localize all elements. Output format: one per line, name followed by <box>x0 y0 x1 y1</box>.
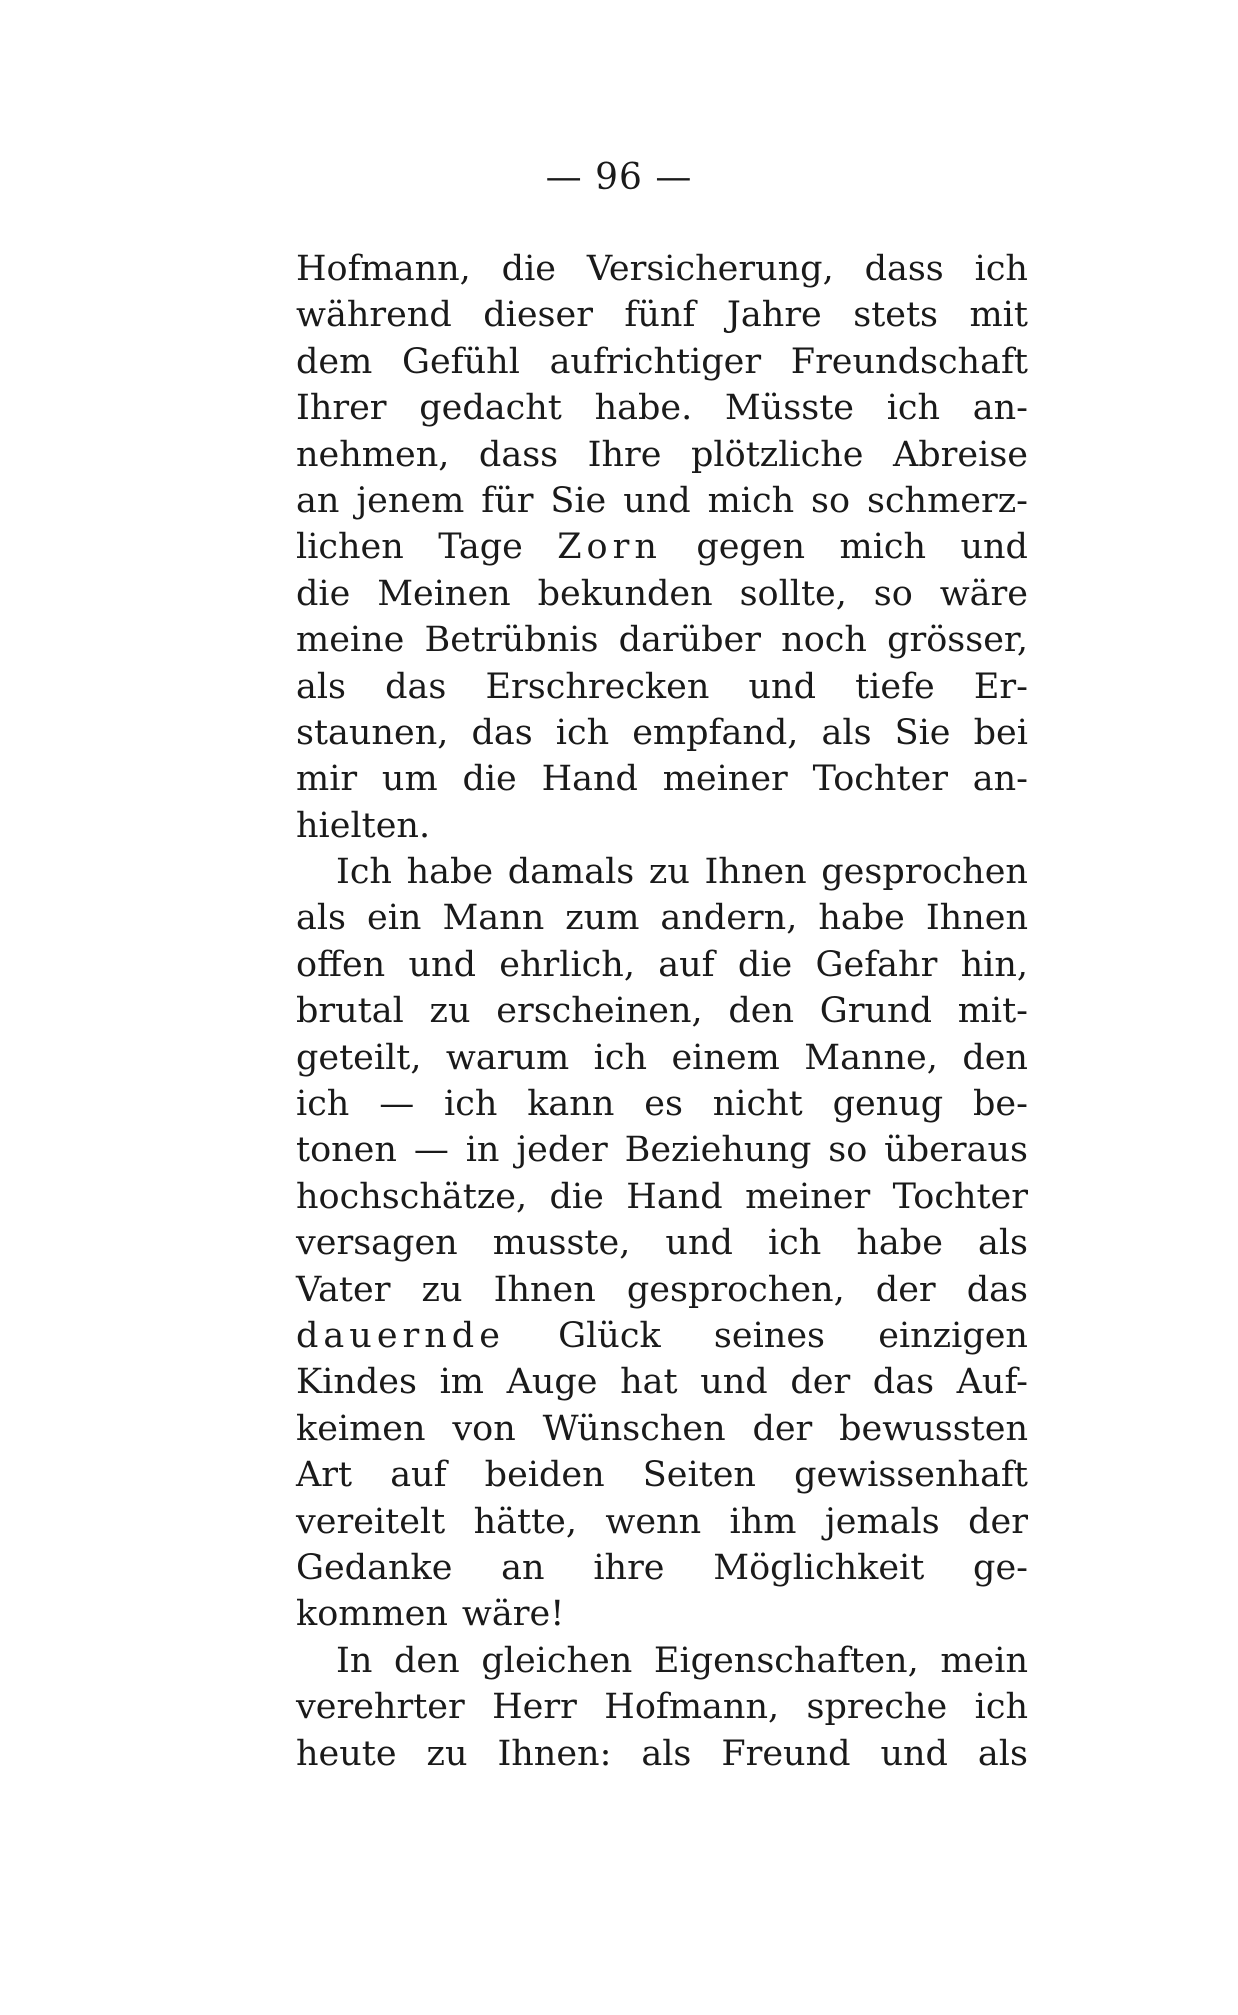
word: den <box>962 1037 1028 1078</box>
word: erscheinen, <box>496 991 703 1032</box>
word: habe. <box>594 388 693 429</box>
word: andern, <box>660 898 798 939</box>
word: meiner <box>745 1176 871 1217</box>
word: seines <box>713 1315 825 1356</box>
word: dass <box>864 249 944 289</box>
word: einem <box>671 1037 780 1078</box>
text-line <box>296 988 1028 1034</box>
word: von <box>452 1408 516 1449</box>
word: Betrübnis <box>424 620 599 661</box>
word: mein <box>940 1640 1028 1681</box>
word: jeder <box>516 1130 608 1171</box>
word: jemals <box>824 1501 940 1542</box>
word: genug <box>832 1084 944 1125</box>
text-line <box>296 385 1028 431</box>
word: Hand <box>626 1176 723 1217</box>
word: als <box>977 1733 1028 1774</box>
text-line <box>296 1684 1028 1730</box>
word: ich <box>444 1084 498 1125</box>
word: Ihnen <box>704 852 807 893</box>
word: ge- <box>973 1547 1028 1588</box>
word: hielten. <box>296 805 431 846</box>
text-line <box>296 710 1028 756</box>
word: mit- <box>957 991 1028 1032</box>
text-line <box>296 246 1028 292</box>
word: das <box>385 666 447 707</box>
word: Auge <box>506 1362 598 1403</box>
word: ich <box>886 388 941 429</box>
word: spreche <box>806 1687 948 1728</box>
text-line <box>296 1545 1028 1591</box>
word: Ihnen <box>493 1269 596 1310</box>
text-line <box>296 1731 1028 1777</box>
text-line <box>296 664 1028 710</box>
word: mich <box>707 480 795 521</box>
text-line <box>296 292 1028 338</box>
word: grösser, <box>887 620 1028 661</box>
word: fünf <box>624 295 696 336</box>
word: — <box>413 1130 449 1171</box>
word: wäre! <box>461 1594 565 1635</box>
word: dauernde <box>296 1315 505 1356</box>
word: so <box>828 1130 868 1171</box>
word: ehrlich, <box>499 944 635 985</box>
word: und <box>623 480 691 521</box>
word: brutal <box>296 991 404 1032</box>
word: zu <box>426 1733 468 1774</box>
word: zu <box>421 1269 463 1310</box>
word: hochschätze, <box>296 1176 528 1217</box>
word: und <box>408 944 476 985</box>
word: der <box>752 1408 813 1449</box>
word: gleichen <box>481 1640 633 1681</box>
word: nicht <box>712 1084 803 1125</box>
word: noch <box>781 620 867 661</box>
word: als <box>296 666 347 707</box>
text-line <box>296 571 1028 617</box>
word: Vater <box>296 1269 391 1310</box>
word: um <box>381 759 438 800</box>
word: sollte, <box>739 573 847 614</box>
word: Ihre <box>587 434 662 475</box>
word: auf <box>390 1455 447 1496</box>
word: habe <box>856 1223 943 1264</box>
word: der <box>968 1501 1028 1542</box>
word: Hofmann, <box>604 1687 780 1728</box>
word: tiefe <box>855 666 935 707</box>
text-line <box>296 1174 1028 1220</box>
text-line <box>296 1220 1028 1266</box>
word: ich <box>767 1223 822 1264</box>
text-line <box>296 1591 1028 1637</box>
word: die <box>296 573 351 614</box>
word: Jahre <box>726 295 822 336</box>
word: ihm <box>729 1501 797 1542</box>
text-line <box>296 524 1028 570</box>
word: Erschrecken <box>485 666 710 707</box>
word: so <box>873 573 913 614</box>
word: zu <box>429 991 471 1032</box>
word: ein <box>367 898 422 939</box>
word: dass <box>478 434 559 475</box>
word: und <box>700 1362 768 1403</box>
word: an- <box>972 759 1028 800</box>
word: gegen <box>696 527 806 568</box>
word: und <box>880 1733 948 1774</box>
word: ich <box>974 1687 1028 1728</box>
word: warum <box>445 1037 570 1078</box>
word: Manne, <box>804 1037 938 1078</box>
word: beiden <box>484 1455 605 1496</box>
word: einzigen <box>878 1315 1028 1356</box>
word: während <box>296 295 452 336</box>
text-line <box>296 1406 1028 1452</box>
word: habe <box>818 898 905 939</box>
word: so <box>811 480 851 521</box>
word: gedacht <box>419 388 562 429</box>
word: Sie <box>894 712 951 753</box>
word: mir <box>296 759 358 800</box>
word: Gefühl <box>401 341 520 382</box>
word: Abreise <box>893 434 1028 475</box>
word: ich <box>593 1037 647 1078</box>
word: zu <box>648 852 690 893</box>
word: plötzliche <box>691 434 864 475</box>
word: Er- <box>973 666 1028 707</box>
word: als <box>977 1223 1028 1264</box>
text-line <box>296 1499 1028 1545</box>
word: die <box>501 249 556 289</box>
text-line <box>296 1313 1028 1359</box>
word: Eigenschaften, <box>653 1640 919 1681</box>
word: musste, <box>492 1223 631 1264</box>
word: hin, <box>960 944 1028 985</box>
word: jenem <box>356 480 465 521</box>
word: bei <box>973 712 1028 753</box>
word: damals <box>507 852 635 893</box>
word: an- <box>972 388 1028 429</box>
word: das <box>471 712 533 753</box>
word: nehmen, <box>296 434 450 475</box>
word: tonen <box>296 1130 397 1171</box>
text-line <box>296 1359 1028 1405</box>
text-line <box>296 339 1028 385</box>
word: für <box>481 480 534 521</box>
word: Tage <box>438 527 523 568</box>
word: die <box>737 944 793 985</box>
word: aufrichtiger <box>549 341 762 382</box>
text-line <box>296 617 1028 663</box>
word: Hand <box>541 759 638 800</box>
word: Tochter <box>892 1176 1028 1217</box>
word: das <box>872 1362 935 1403</box>
word: den <box>728 991 795 1032</box>
word: dieser <box>483 295 593 336</box>
word: dem <box>296 341 373 382</box>
word: überaus <box>884 1130 1028 1171</box>
word: ich <box>974 249 1028 289</box>
word: darüber <box>618 620 761 661</box>
word: ich <box>296 1084 350 1125</box>
word: zum <box>565 898 640 939</box>
word: wäre <box>939 573 1028 614</box>
text-line <box>296 849 1028 895</box>
word: be- <box>973 1084 1028 1125</box>
body-text <box>296 246 1028 1777</box>
word: Auf- <box>956 1362 1028 1403</box>
word: auf <box>658 944 715 985</box>
word: gewissenhaft <box>794 1455 1028 1496</box>
word: kommen <box>296 1594 448 1635</box>
word: Grund <box>819 991 932 1032</box>
word: Zorn <box>557 527 662 568</box>
word: ihre <box>593 1547 665 1588</box>
word: In <box>336 1640 373 1681</box>
word: offen <box>296 944 386 985</box>
text-line <box>296 756 1028 802</box>
word: mich <box>839 527 927 568</box>
word: das <box>966 1269 1028 1310</box>
word: kann <box>527 1084 615 1125</box>
word: Gefahr <box>815 944 938 985</box>
word: und <box>960 527 1028 568</box>
text-line <box>296 1267 1028 1313</box>
word: stets <box>853 295 939 336</box>
word: Seiten <box>642 1455 756 1496</box>
word: Ihnen: <box>497 1733 612 1774</box>
word: und <box>665 1223 733 1264</box>
text-line <box>296 1127 1028 1173</box>
word: Art <box>296 1455 353 1496</box>
word: Ihnen <box>925 898 1028 939</box>
word: geteilt, <box>296 1037 422 1078</box>
word: im <box>439 1362 484 1403</box>
text-line <box>296 1081 1028 1127</box>
word: empfand, <box>632 712 799 753</box>
word: ich <box>555 712 610 753</box>
text-line <box>296 942 1028 988</box>
word: staunen, <box>296 712 449 753</box>
word: meine <box>296 620 405 661</box>
word: wenn <box>605 1501 702 1542</box>
word: Sie <box>550 480 607 521</box>
word: habe <box>406 852 494 893</box>
word: versagen <box>296 1223 458 1264</box>
word: mit <box>969 295 1028 336</box>
word: als <box>641 1733 692 1774</box>
text-line <box>296 895 1028 941</box>
word: Kindes <box>296 1362 417 1403</box>
word: Beziehung <box>624 1130 812 1171</box>
text-line <box>296 478 1028 524</box>
word: Freund <box>721 1733 851 1774</box>
text-line <box>296 432 1028 478</box>
word: lichen <box>296 527 404 568</box>
word: Hofmann, <box>296 249 471 289</box>
word: Tochter <box>812 759 948 800</box>
word: Gedanke <box>296 1547 453 1588</box>
word: die <box>549 1176 604 1217</box>
word: Ihrer <box>296 388 387 429</box>
word: der <box>790 1362 851 1403</box>
word: den <box>394 1640 460 1681</box>
word: Versicherung, <box>586 249 834 289</box>
word: Wünschen <box>542 1408 726 1449</box>
word: Ich <box>336 852 392 893</box>
word: Möglichkeit <box>713 1547 925 1588</box>
text-line <box>296 1035 1028 1081</box>
word: meiner <box>662 759 788 800</box>
word: verehrter <box>296 1687 465 1728</box>
word: Herr <box>492 1687 577 1728</box>
word: vereitelt <box>296 1501 446 1542</box>
word: hätte, <box>473 1501 577 1542</box>
word: — <box>379 1084 415 1125</box>
word: die <box>462 759 517 800</box>
text-line <box>296 803 1028 849</box>
word: Meinen <box>377 573 511 614</box>
word: heute <box>296 1733 397 1774</box>
word: als <box>821 712 872 753</box>
word: hat <box>620 1362 678 1403</box>
word: als <box>296 898 347 939</box>
word: keimen <box>296 1408 426 1449</box>
word: Freundschaft <box>790 341 1028 382</box>
word: bewussten <box>839 1408 1028 1449</box>
word: gesprochen <box>821 852 1028 893</box>
word: an <box>296 480 340 521</box>
word: schmerz- <box>866 480 1028 521</box>
word: es <box>644 1084 683 1125</box>
word: an <box>501 1547 545 1588</box>
word: der <box>875 1269 936 1310</box>
word: gesprochen, <box>626 1269 845 1310</box>
word: bekunden <box>537 573 713 614</box>
text-line <box>296 1638 1028 1684</box>
word: Müsste <box>724 388 855 429</box>
word: Glück <box>558 1315 661 1356</box>
page-number: — 96 — <box>545 157 693 198</box>
text-line <box>296 1452 1028 1498</box>
word: in <box>465 1130 500 1171</box>
word: und <box>748 666 816 707</box>
word: Mann <box>442 898 545 939</box>
